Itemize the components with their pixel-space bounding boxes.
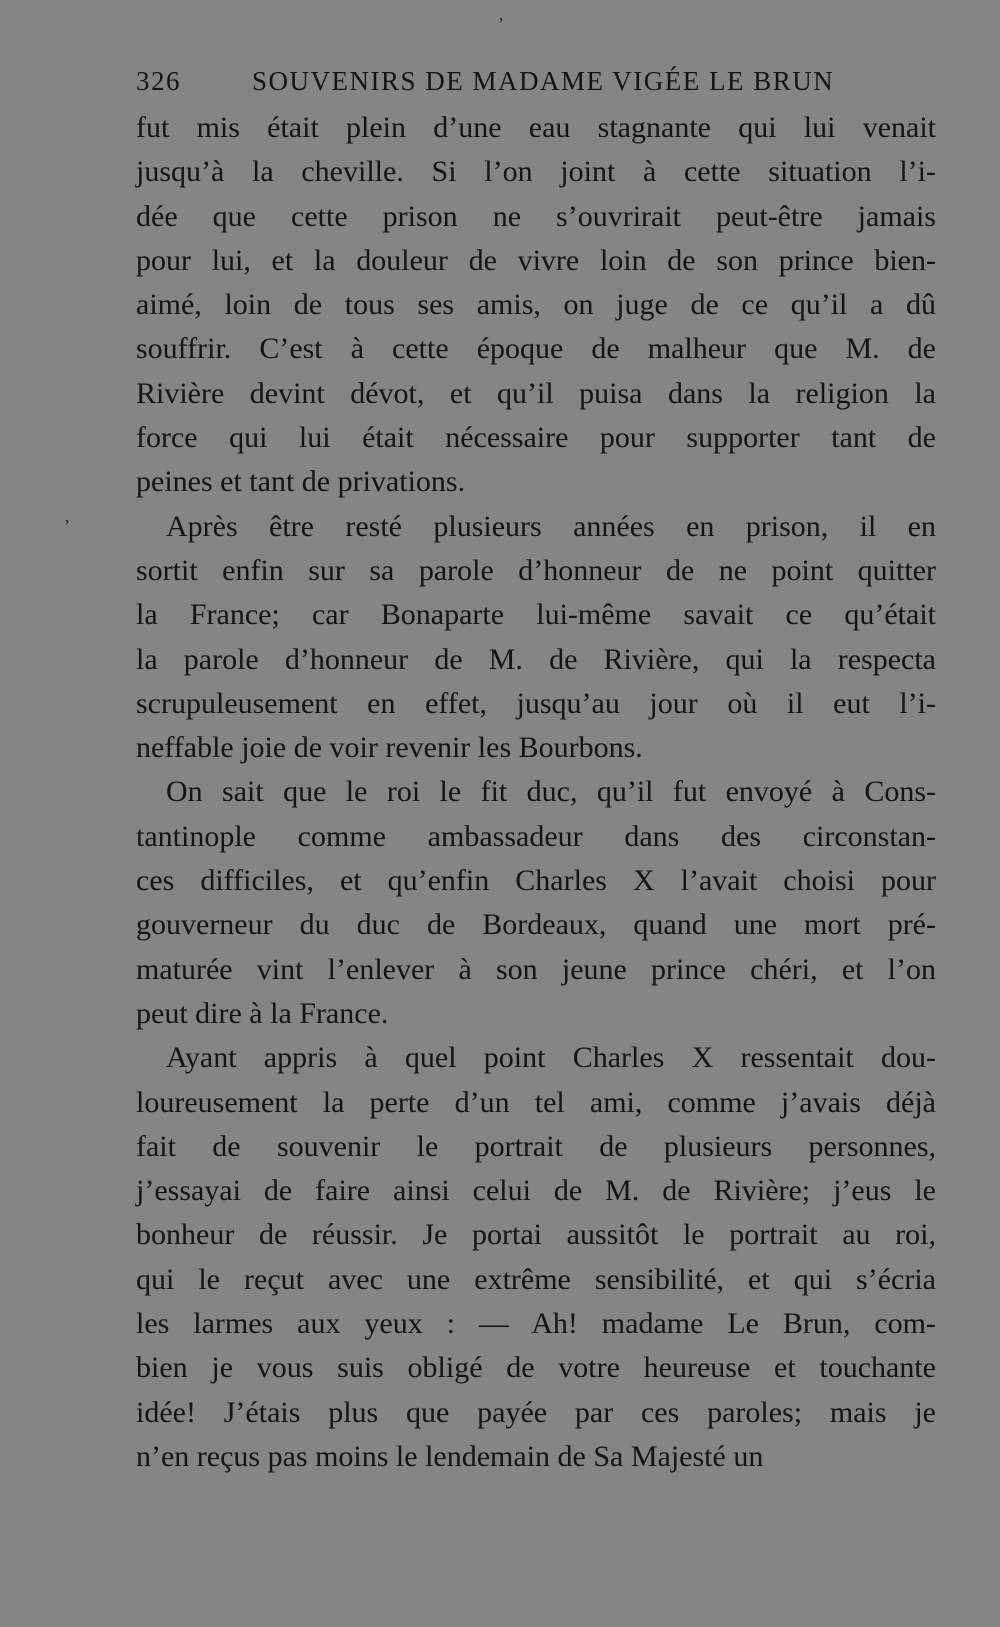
- text-line: souffrir. C’est à cette époque de malheur que M. de: [136, 332, 936, 366]
- text-line: pour lui, et la douleur de vivre loin de son prince bien-: [136, 243, 936, 277]
- text-line: jusqu’à la cheville. Si l’on joint à cette situation l’i-: [136, 155, 936, 189]
- text-line: dée que cette prison ne s’ouvrirait peut-être jamais: [136, 199, 936, 233]
- text-line: bien je vous suis obligé de votre heureuse et touchante: [136, 1351, 936, 1385]
- text-line: sortit enfin sur sa parole d’honneur de ne point quitter: [136, 553, 936, 587]
- text-line: scrupuleusement en effet, jusqu’au jour où il eut l’i-: [136, 686, 936, 720]
- ink-speck: ʼ: [64, 516, 70, 536]
- text-line: Après être resté plusieurs années en prison, il en: [166, 509, 936, 543]
- text-line: gouverneur du duc de Bordeaux, quand une mort pré-: [136, 908, 936, 942]
- text-line: peut dire à la France.: [136, 996, 389, 1030]
- text-line: j’essayai de faire ainsi celui de M. de Rivière; j’eus le: [136, 1174, 936, 1208]
- text-line: aimé, loin de tous ses amis, on juge de ce qu’il a dû: [136, 288, 936, 322]
- text-line: force qui lui était nécessaire pour supporter tant de: [136, 421, 936, 455]
- text-line: On sait que le roi le fit duc, qu’il fut envoyé à Cons-: [166, 775, 936, 809]
- paragraph: [136, 770, 936, 1036]
- text-line: fut mis était plein d’une eau stagnante qui lui venait: [136, 111, 936, 144]
- text-line: Ayant appris à quel point Charles X ressentait dou-: [166, 1041, 936, 1075]
- running-title: SOUVENIRS DE MADAME VIGÉE LE BRUN: [252, 66, 835, 96]
- ink-speck: ʼ: [498, 14, 504, 34]
- text-line: fait de souvenir le portrait de plusieurs personnes,: [136, 1129, 936, 1163]
- text-line: la France; car Bonaparte lui-même savait ce qu’était: [136, 598, 936, 632]
- paragraph: [136, 1036, 936, 1479]
- text-line: qui le reçut avec une extrême sensibilité, et qui s’écria: [136, 1262, 936, 1296]
- text-line: maturée vint l’enlever à son jeune prince chéri, et l’on: [136, 952, 936, 986]
- text-line: la parole d’honneur de M. de Rivière, qui la respecta: [136, 642, 936, 676]
- paragraph: [136, 106, 936, 505]
- text-line: neffable joie de voir revenir les Bourbons.: [136, 731, 643, 765]
- paragraph: [136, 505, 936, 771]
- page-number: 326: [136, 66, 181, 96]
- text-line: tantinople comme ambassadeur dans des circonstan-: [136, 819, 936, 853]
- text-line: ces difficiles, et qu’enfin Charles X l’avait choisi pour: [136, 864, 936, 898]
- body-text: [136, 106, 936, 1479]
- text-line: les larmes aux yeux : — Ah! madame Le Brun, com-: [136, 1307, 936, 1341]
- text-line: bonheur de réussir. Je portai aussitôt le portrait au roi,: [136, 1218, 936, 1252]
- text-line: peines et tant de privations.: [136, 465, 466, 499]
- text-line: idée! J’étais plus que payée par ces paroles; mais je: [136, 1395, 936, 1429]
- text-line: n’en reçus pas moins le lendemain de Sa Majesté un: [136, 1439, 764, 1473]
- text-line: Rivière devint dévot, et qu’il puisa dans la religion la: [136, 376, 936, 410]
- text-line: loureusement la perte d’un tel ami, comme j’avais déjà: [136, 1085, 936, 1119]
- page-header: [136, 60, 936, 106]
- book-page: [136, 60, 936, 1479]
